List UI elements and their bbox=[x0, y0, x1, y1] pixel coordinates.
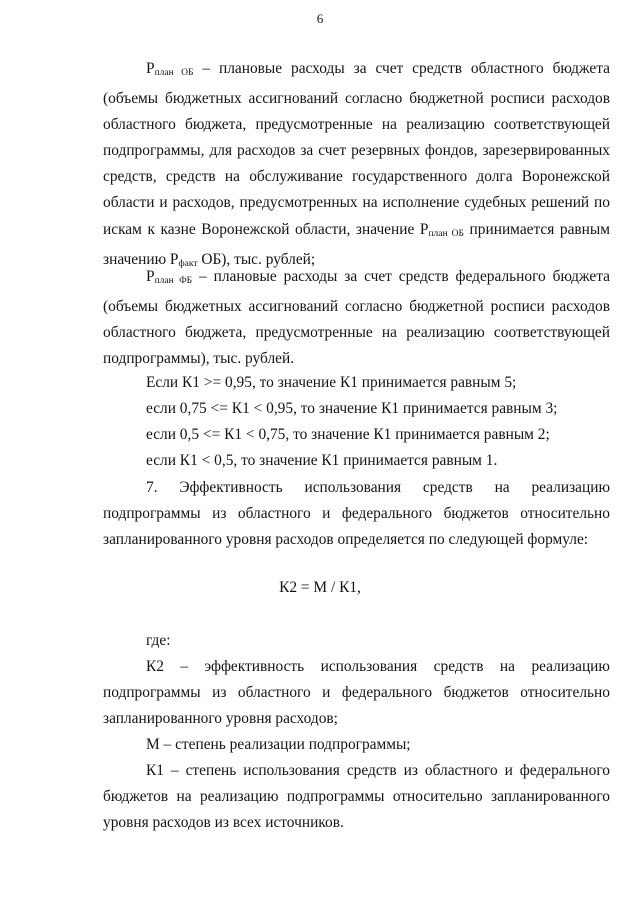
def-k2-text: подпрограммы из областного и федерального бюджетов относительно запланированного уровня расходов; bbox=[103, 684, 610, 728]
where-label: где: bbox=[146, 632, 171, 649]
word: – bbox=[180, 658, 189, 675]
word: реализацию bbox=[531, 479, 610, 496]
word: на bbox=[494, 479, 510, 496]
word: К2 bbox=[146, 658, 164, 675]
symbol-p-plan-ob-2: $P_{план ОБ}$ bbox=[419, 220, 464, 239]
word: эффективность bbox=[204, 658, 305, 675]
symbol-p-plan-ob: $P_{план ОБ}$ bbox=[146, 60, 194, 78]
symbol-p-fakt: $P_{факт}$ bbox=[169, 250, 198, 269]
section-7-first-line bbox=[146, 475, 610, 501]
word: средств bbox=[422, 479, 473, 496]
def-k1: К1 – степень использования средств из областного и федерального бюджетов на реализацию подпрограммы относительно запланированного уровня расходов из всех источников. bbox=[103, 762, 610, 832]
word: реализацию bbox=[531, 658, 610, 675]
paragraph-p-plan-fb: $P_{план ФБ}$ – плановые расходы за счет средств федерального бюджета (объемы бюджетных ассигнований согласно бюджетной росписи расходов областного бюджета, предусмотренные на реализацию соответствующей подпрограммы), тыс. рублей. bbox=[103, 268, 610, 368]
condition-line-1: Если К1 >= 0,95, то значение К1 принимается равным 5; bbox=[146, 374, 517, 391]
paragraph-p-plan-ob: $P_{план ОБ}$ – плановые расходы за счет средств областного бюджета (объемы бюджетных ассигнований согласно бюджетной росписи расходов областного бюджета, предусмотренные на реализацию соответствующей подпрограммы, для расходов за счет резервных фондов, зарезервированных средств, средств на обслуживание государственного долга Воронежской области и расходов, предусмотренных на исполнение судебных решений по искам к казне Воронежской области, значение $P_{план ОБ}$ принимается равным значению $P_{факт}$ ОБ), тыс. рублей; bbox=[103, 60, 610, 269]
page-number: 6 bbox=[316, 11, 324, 26]
word: средств bbox=[433, 658, 484, 675]
condition-line-3: если 0,5 <= К1 < 0,75, то значение К1 принимается равным 2; bbox=[146, 426, 550, 443]
def-m: М – степень реализации подпрограммы; bbox=[146, 736, 411, 753]
symbol-p-plan-fb: $P_{план ФБ}$ bbox=[146, 268, 193, 286]
section-7-text: подпрограммы из областного и федерального бюджетов относительно запланированного уровня расходов определяется по следующей формуле: bbox=[103, 505, 610, 549]
condition-line-2: если 0,75 <= К1 < 0,95, то значение К1 принимается равным 3; bbox=[146, 400, 558, 417]
word: Эффективность bbox=[179, 479, 283, 496]
word: использования bbox=[304, 479, 402, 496]
condition-line-4: если К1 < 0,5, то значение К1 принимается равным 1. bbox=[146, 452, 498, 469]
word: использования bbox=[320, 658, 418, 675]
def-k2-first-line bbox=[146, 654, 610, 680]
section-number: 7. bbox=[146, 479, 158, 496]
formula: К2 = М / К1, bbox=[279, 579, 361, 596]
word: на bbox=[499, 658, 515, 675]
